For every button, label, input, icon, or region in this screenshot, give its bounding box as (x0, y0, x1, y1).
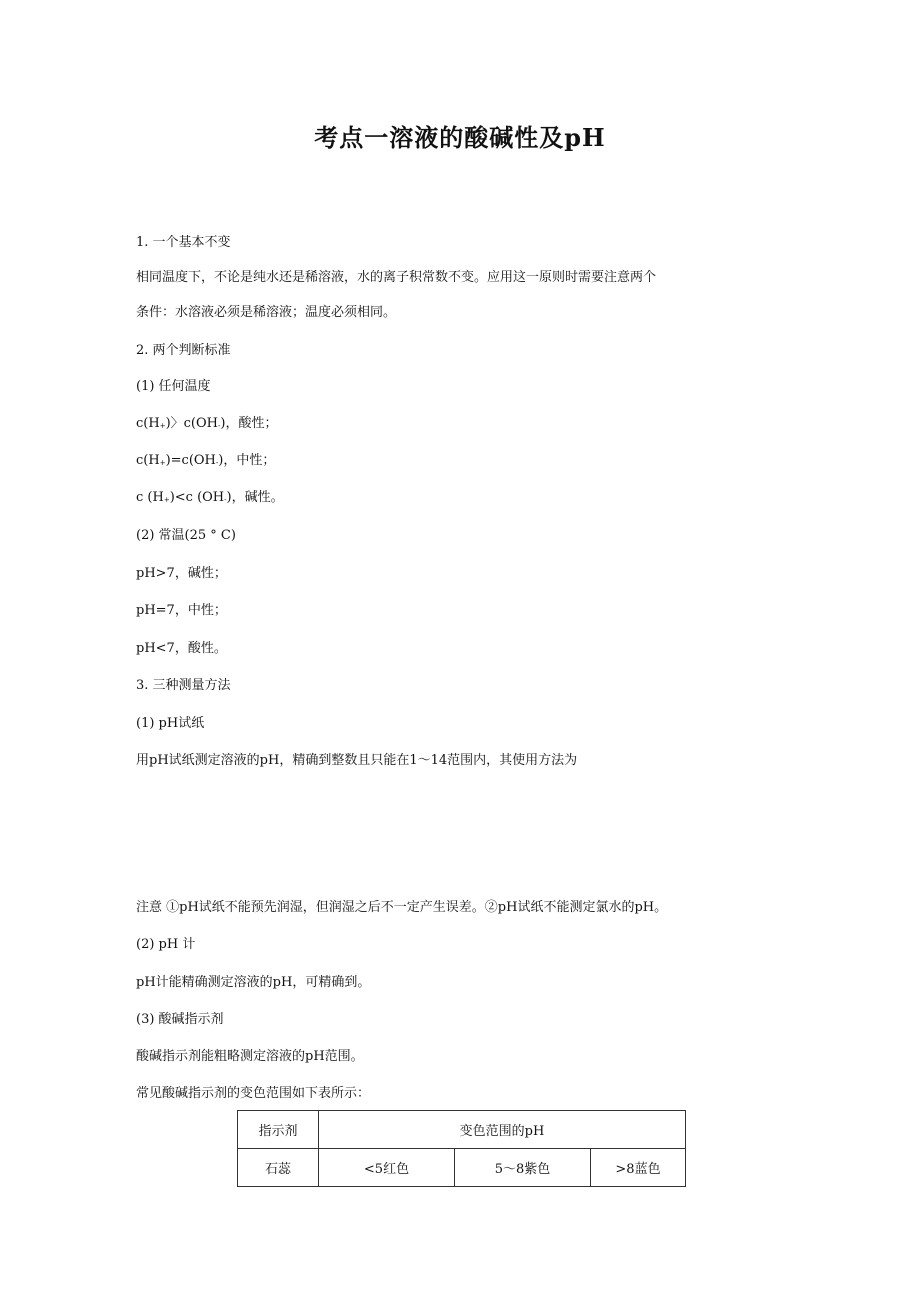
table-header-indicator: 指示剂 (238, 1111, 319, 1149)
table-cell-neutral-color: 5～8紫色 (455, 1149, 591, 1187)
table-header-ph-range: 变色范围的pH (319, 1111, 686, 1149)
indicator-table (237, 1110, 686, 1187)
table-row (238, 1149, 686, 1187)
acidic-condition: c(H+)〉c(OH-)，酸性； (136, 416, 278, 431)
table-cell-base-color: >8蓝色 (591, 1149, 686, 1187)
ph-meter-paragraph: pH计能精确测定溶液的pH，可精确到。 (136, 975, 371, 990)
table-cell-acid-color: <5红色 (319, 1149, 455, 1187)
neutral-condition: c(H+)=c(OH-)，中性； (136, 453, 276, 468)
subsection-ph-meter: (2) pH 计 (136, 937, 196, 952)
subsection-any-temperature: (1) 任何温度 (136, 379, 211, 394)
subsection-room-temperature: (2) 常温(25 ° C) (136, 528, 236, 543)
subsection-indicator: (3) 酸碱指示剂 (136, 1012, 224, 1027)
ph-paper-paragraph: 用pH试纸测定溶液的pH，精确到整数且只能在1～14范围内，其使用方法为 (136, 753, 578, 768)
basic-condition: c (H+)<c (OH-)，碱性。 (136, 490, 284, 505)
section-3-heading: 3. 三种测量方法 (136, 678, 231, 693)
indicator-table-caption: 常见酸碱指示剂的变色范围如下表所示： (136, 1086, 371, 1101)
ph-acidic: pH<7，酸性。 (136, 641, 227, 656)
ph-basic: pH>7，碱性； (136, 566, 227, 581)
section-1-heading: 1. 一个基本不变 (136, 235, 231, 250)
subsection-ph-paper: (1) pH试纸 (136, 716, 205, 731)
section-1-paragraph-line-1: 相同温度下，不论是纯水还是稀溶液，水的离子积常数不变。应用这一原则时需要注意两个 (136, 270, 657, 285)
section-2-heading: 2. 两个判断标准 (136, 343, 231, 358)
indicator-paragraph: 酸碱指示剂能粗略测定溶液的pH范围。 (136, 1049, 364, 1064)
table-cell-indicator-name: 石蕊 (238, 1149, 319, 1187)
ph-paper-note: 注意 ①pH试纸不能预先润湿，但润湿之后不一定产生误差。②pH试纸不能测定氯水的pH。 (136, 900, 668, 915)
table-header-row (238, 1111, 686, 1149)
page-title: 考点一溶液的酸碱性及pH (314, 123, 606, 152)
ph-neutral: pH=7，中性； (136, 603, 227, 618)
section-1-paragraph-line-2: 条件：水溶液必须是稀溶液；温度必须相同。 (136, 305, 397, 320)
